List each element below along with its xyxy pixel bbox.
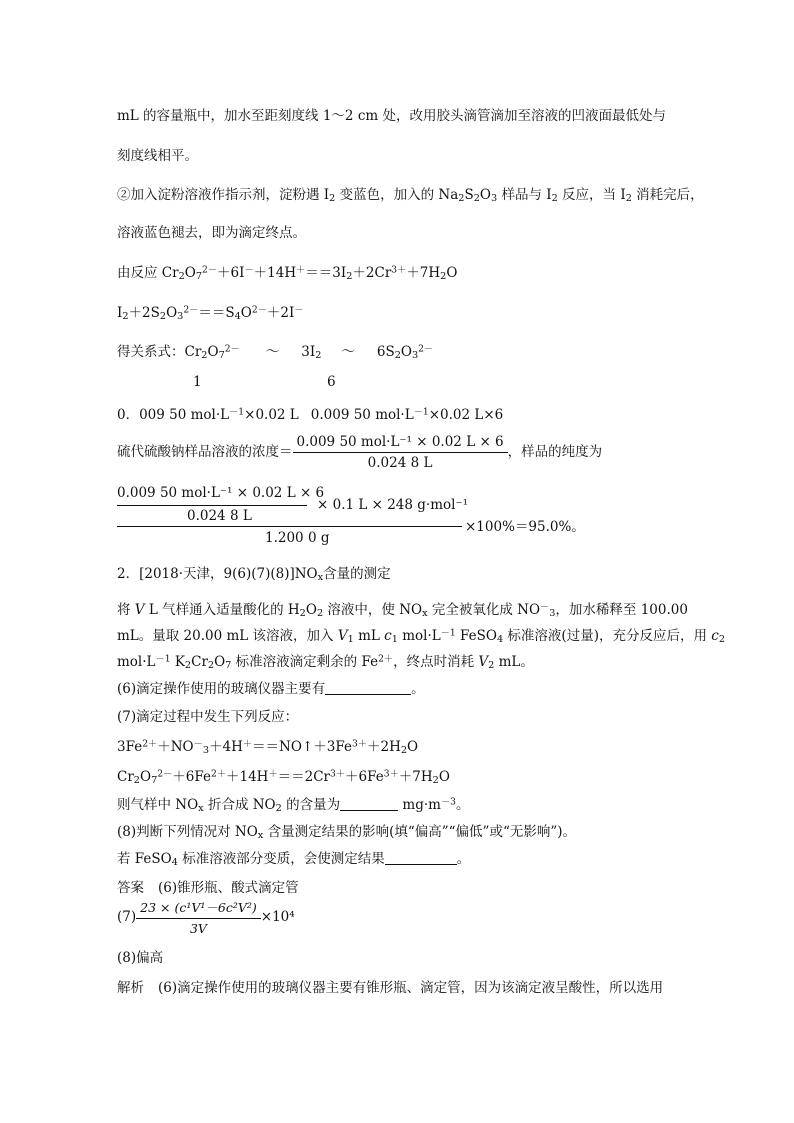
answer-line-6: 答案 (6)锥形瓶、酸式滴定管 — [117, 880, 299, 896]
ratio-six: 6 — [327, 374, 336, 390]
para-starch: ②加入淀粉溶液作指示剂，淀粉遇 $I_2$ 变蓝色，加入的 $Na_2S_2O_3$ 样品与 $I_2$ 反应，当 $I_2$ 消耗完后， — [117, 187, 704, 205]
reaction-1: 由反应 $Cr_2O_7^{2-}+6I^-+14H^+==3I_2+2Cr^{3+}+7H_2O$ — [117, 264, 458, 283]
para-volumetric: mL 的容量瓶中，加水至距刻度线 1～2 cm 处，改用胶头滴管滴加至溶液的凹液面最低处与 — [117, 108, 666, 124]
q2-part-7: (7)滴定过程中发生下列反应： — [117, 709, 299, 725]
reaction-2: $I_2+2S_2O_3^{2-}==S_4O^{2-}+2I^-$ — [117, 304, 304, 323]
para-endpoint: 溶液蓝色褪去，即为滴定终点。 — [117, 225, 306, 241]
q2-stem-line2: mL。量取 20.00 mL 该溶液，加入 $V_1$ mL $c_1$ $mol\cdot L^{-1}$ FeSO$_4$ 标准溶液(过量)，充分反应后，用 $c_2$ — [117, 627, 726, 646]
answer-label: 答案 — [117, 880, 144, 896]
equation-fe-no3: $3Fe^{2+}+NO^-_3+4H^+==NO↑+3Fe^{3+}+2H_2O$ — [117, 738, 419, 757]
question-2-header: 2．[2018·天津，$9(6)(7)(8)]NO_x$含量的测定 — [117, 566, 391, 584]
purity-inner-numerator: 0.009 50 mol·L⁻¹ × 0.02 L × 6 — [117, 485, 325, 501]
answer-line-8: (8)偏高 — [117, 950, 164, 966]
relation-line: 得关系式：$Cr_2O_7^{2-}$ ～ $3I_2$ ～ $6S_2O_3^{2-}$ — [117, 343, 434, 362]
purity-times: × 0.1 L × 248 g·mol⁻¹ — [317, 497, 468, 513]
purity-inner-denominator: 0.024 8 L — [187, 508, 252, 524]
analysis-label: 解析 — [117, 980, 144, 996]
answer-line-7: (7) $\frac{\text{23 × (c¹V¹－6c²V²)}}{3V}$ ×10⁴ — [117, 900, 295, 936]
answer-blank-8[interactable] — [385, 852, 457, 865]
analysis-line: 解析 (6)滴定操作使用的玻璃仪器主要有锥形瓶、滴定管，因为该滴定液呈酸性，所以选用 — [117, 980, 664, 996]
answer-blank-7[interactable] — [340, 798, 398, 811]
answer-blank-6[interactable] — [325, 682, 411, 695]
purity-result: ×100%＝95.0%。 — [465, 519, 585, 535]
q2-part-6: (6)滴定操作使用的玻璃仪器主要有 。 — [117, 681, 425, 697]
equation-cr-fe: $Cr_2O_7^{2-}+6Fe^{2+}+14H^+==2Cr^{3+}+6Fe^{3+}+7H_2O$ — [117, 768, 450, 787]
para-level: 刻度线相平。 — [117, 148, 198, 164]
concentration-line: 硫代硫酸钠样品溶液的浓度＝ $\frac{\text{0.009 50 mol·L⁻¹ × 0.02 L × 6}}{0.024 8 L}$ ，样品的纯度为 — [117, 434, 603, 471]
purity-denominator: 1.200 0 g — [265, 530, 330, 546]
q2-stem-line3: $mol\cdot L^{-1}$ $K_2Cr_2O_7$ 标准溶液滴定剩余的 $Fe^{2+}$，终点时消耗 $V_2$ mL。 — [117, 653, 534, 672]
ratio-one: 1 — [193, 374, 202, 390]
concentration-fraction: $\frac{\text{0.009 50 mol·L⁻¹ × 0.02 L × 6}}{0.024 8 L}$ — [293, 434, 508, 471]
answer-7-fraction: $\frac{\text{23 × (c¹V¹－6c²V²)}}{3V}$ — [136, 898, 261, 936]
q2-part-7-content: 则气样中 $NO_x$ 折合成 $NO_2$ 的含量为 $mg\cdot m^{-3}$。 — [117, 796, 470, 815]
q2-stem-line1: 将 V L 气样通入适量酸化的 $H_2O_2$ 溶液中，使 $NO_x$ 完全被氧化成 $NO^-_3$，加水稀释至 100.00 — [117, 601, 688, 620]
q2-part-8: (8)判断下列情况对 $NO_x$ 含量测定结果的影响(填“偏高”“偏低”或“无影响”)。 — [117, 824, 577, 842]
amount-line: 0．009 50 $mol\cdot L^{-1}\times 0.02$ L 0.009 50 $mol\cdot L^{-1}\times 0.02$ L×6 — [117, 406, 504, 423]
q2-part-8-case: 若 FeSO$_4$ 标准溶液部分变质，会使测定结果 。 — [117, 851, 471, 869]
